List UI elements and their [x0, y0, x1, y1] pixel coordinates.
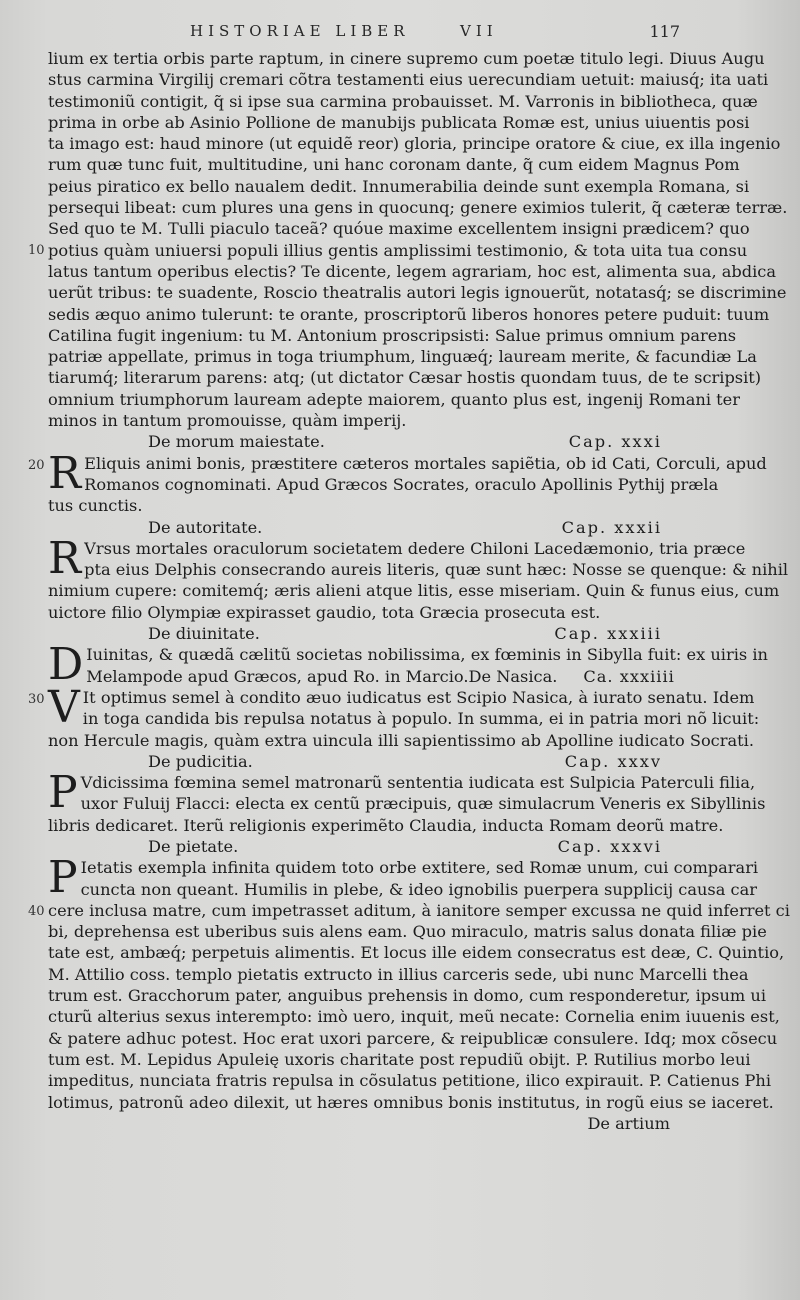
chapter-title: De Nasica.	[468, 666, 558, 686]
chapter-section	[48, 751, 766, 836]
chapter-section	[28, 431, 767, 516]
chapter-section	[48, 623, 768, 691]
text-line: omnium triumphorum lauream adepte maiorem, quanto plus est, ingenij Romani ter	[48, 389, 740, 409]
text-line: Vrsus mortales oraculorum societatem dedere Chiloni Lacedæmonio, tria præce	[84, 538, 746, 558]
chapter-section	[28, 836, 790, 1113]
chapter-heading	[48, 751, 670, 772]
chapter-number: Cap. xxxii	[561, 517, 662, 537]
text-line: latus tantum operibus electis? Te dicente, legem agrariam, hoc est, alimenta sua, abdica	[48, 261, 777, 281]
text-line	[86, 666, 675, 687]
line-number-marker: 30	[28, 691, 45, 707]
intro-lines	[48, 48, 788, 431]
text-line: & patere adhuc potest. Hoc erat uxori parcere, & reipublicæ consulere. Idq; mox cõsecu	[48, 1028, 778, 1048]
text-line: Iuinitas, & quædã cælitũ societas nobilissima, ex fœminis in Sibylla fuit: ex uiris in	[86, 645, 768, 665]
text-line: tus cunctis.	[48, 496, 143, 516]
chapter-section	[28, 681, 760, 751]
chapter-sections	[28, 431, 790, 1113]
text-line: nimium cupere: comitemq́; æris alieni atque litis, esse miseriam. Quin & funus eius, cum	[48, 581, 780, 601]
header-title: HISTORIAE LIBER	[190, 22, 410, 40]
intro-paragraph	[28, 48, 788, 431]
text-line: in toga candida bis repulsa notatus à populo. In summa, ei in patria mori nõ licuit:	[82, 709, 760, 729]
chapter-number: Ca. xxxiiii	[583, 666, 675, 686]
text-line: minos in tantum promouisse, quàm imperij.	[48, 411, 407, 431]
text-line: Eliquis animi bonis, præstitere cæteros mortales sapiẽtia, ob id Cati, Corculi, apud	[84, 453, 767, 473]
chapter-heading	[48, 836, 670, 857]
text-line: Sed quo te M. Tulli piaculo taceã? quóue maxime excellentem insigni prædicem? quo	[48, 219, 750, 239]
chapter-title: De pudicitia.	[148, 751, 253, 771]
text-line: bi, deprehensa est uberibus suis alens eam. Quo miraculo, matris salus donata filiæ pie	[48, 922, 767, 942]
text-line: potius quàm uniuersi populi illius gentis amplissimi testimonio, & tota uita tua consu	[48, 240, 748, 260]
drop-capital: V	[48, 681, 80, 733]
text-line: uxor Fuluij Flacci: electa ex centũ præcipuis, quæ simulacrum Veneris ex Sibyllinis	[80, 794, 766, 814]
text-line: sedis æquo animo tulerunt: te orante, proscriptorũ liberos honores petere puduit: tuum	[48, 304, 770, 324]
chapter-heading	[48, 517, 670, 538]
inline-chapter-heading	[469, 666, 675, 687]
text-line: Vdicissima fœmina semel matronarũ sententia iudicata est Sulpicia Paterculi filia,	[80, 773, 756, 793]
catchword: De artium	[587, 1113, 670, 1133]
text-line: lotimus, patronũ adeo dilexit, ut hæres omnibus bonis institutus, in rogũ eius se iaceret.	[48, 1092, 774, 1112]
text-line: ta imago est: haud minore (ut equidẽ reor) gloria, principe oratore & ciue, ex illa ingenio	[48, 134, 781, 154]
text-line: prima in orbe ab Asinio Pollione de manubijs publicata Romæ est, unius uiuentis posi	[48, 112, 750, 132]
header-book-number: VII	[460, 22, 498, 40]
chapter-number: Cap. xxxi	[568, 432, 662, 452]
running-header	[190, 22, 680, 44]
text-line: cere inclusa matre, cum impetrasset aditum, à ianitore semper excussa ne quid inferret ci	[48, 900, 790, 920]
text-line: tiarumq́; literarum parens: atq; (ut dictator Cæsar hostis quondam tuus, de te scripsit)	[48, 368, 762, 388]
text-line: tate est, ambæq́; perpetuis alimentis. Et locus ille eidem consecratus est deæ, C. Quintio,	[48, 943, 785, 963]
drop-capital: P	[48, 852, 78, 904]
drop-capital: P	[48, 767, 78, 819]
text-line: impeditus, nunciata fratris repulsa in cõsulatus petitione, ilico expirauit. P. Catienus Phi	[48, 1071, 772, 1091]
text-line: tum est. M. Lepidus Apuleię uxoris charitate post repudiũ obijt. P. Rutilius morbo leui	[48, 1049, 751, 1069]
drop-capital: R	[48, 532, 82, 584]
chapter-title: De autoritate.	[148, 517, 263, 537]
drop-capital: D	[48, 639, 84, 691]
line-number-marker: 20	[28, 457, 45, 473]
text-line: libris dedicaret. Iterũ religionis experimẽto Claudia, inducta Romam deorũ matre.	[48, 815, 724, 835]
text-line: stus carmina Virgilij cremari cõtra testamenti eius uerecundiam uetuit: maiusq́; ita uati	[48, 70, 769, 90]
text-line: trum est. Gracchorum pater, anguibus prehensis in domo, cum responderetur, ipsum ui	[48, 986, 767, 1006]
text-line: Romanos cognominati. Apud Græcos Socrates, oraculo Apollinis Pythij præla	[84, 474, 719, 494]
line-number-10: 10	[28, 243, 45, 258]
text-line: rum quæ tunc fuit, multitudine, uni hanc coronam dante, q̃ cum eidem Magnus Pom	[48, 155, 740, 175]
text-line: Catilina fugit ingenium: tu M. Antonium proscripsisti: Salue primus omnium parens	[48, 325, 737, 345]
text-line: cuncta non queant. Humilis in plebe, & ideo ignobilis puerpera supplicij causa car	[80, 879, 757, 899]
text-line: non Hercule magis, quàm extra uincula illi sapientissimo ab Apolline iudicato Socrati.	[48, 730, 754, 750]
text-line: testimoniũ contigit, q̃ si ipse sua carmina probauisset. M. Varronis in bibliotheca, quæ	[48, 91, 758, 111]
text-line-content: Melampode apud Græcos, apud Ro. in Marcio.	[86, 666, 469, 686]
chapter-title: De diuinitate.	[148, 624, 260, 644]
text-line: uerũt tribus: te suadente, Roscio theatralis autori legis ignouerũt, notatasq́; se discrimine	[48, 283, 787, 303]
folio-number: 117	[649, 22, 680, 41]
text-line: cturũ alterius sexus interempto: imò uero, inquit, meũ necate: Cornelia enim iuuenis est,	[48, 1007, 780, 1027]
text-line: persequi libeat: cum plures una gens in quocunq; genere eximios tulerit, q̃ cæteræ terræ.	[48, 198, 788, 218]
text-line: It optimus semel à condito æuo iudicatus est Scipio Nasica, à iurato senatu. Idem	[82, 687, 755, 707]
drop-capital: R	[48, 447, 82, 499]
chapter-title: De morum maiestate.	[148, 432, 325, 452]
line-number-marker: 40	[28, 904, 45, 920]
chapter-number: Cap. xxxvi	[557, 836, 662, 856]
text-line: patriæ appellate, primus in toga triumphum, linguæq́; lauream merite, & facundiæ La	[48, 347, 757, 367]
chapter-heading	[48, 623, 670, 644]
chapter-section	[48, 517, 789, 623]
text-line: M. Attilio coss. templo pietatis extructo in illius carceris sede, ubi nunc Marcelli thea	[48, 964, 749, 984]
text-block	[28, 48, 790, 1134]
chapter-number: Cap. xxxv	[564, 751, 662, 771]
text-line: peius piratico ex bello naualem dedit. Innumerabilia deinde sunt exempla Romana, si	[48, 176, 750, 196]
text-line: lium ex tertia orbis parte raptum, in cinere supremo cum poetæ titulo legi. Diuus Augu	[48, 49, 765, 68]
text-line: pta eius Delphis consecrando aureis literis, quæ sunt hæc: Nosse se quenque: & nihil	[84, 560, 789, 580]
chapter-number: Cap. xxxiii	[554, 624, 662, 644]
chapter-heading	[48, 431, 670, 452]
text-line: uictore filio Olympiæ expirasset gaudio, tota Græcia prosecuta est.	[48, 602, 601, 622]
chapter-title: De pietate.	[148, 836, 239, 856]
text-line: Ietatis exempla infinita quidem toto orbe extitere, sed Romæ unum, cui comparari	[80, 858, 759, 878]
